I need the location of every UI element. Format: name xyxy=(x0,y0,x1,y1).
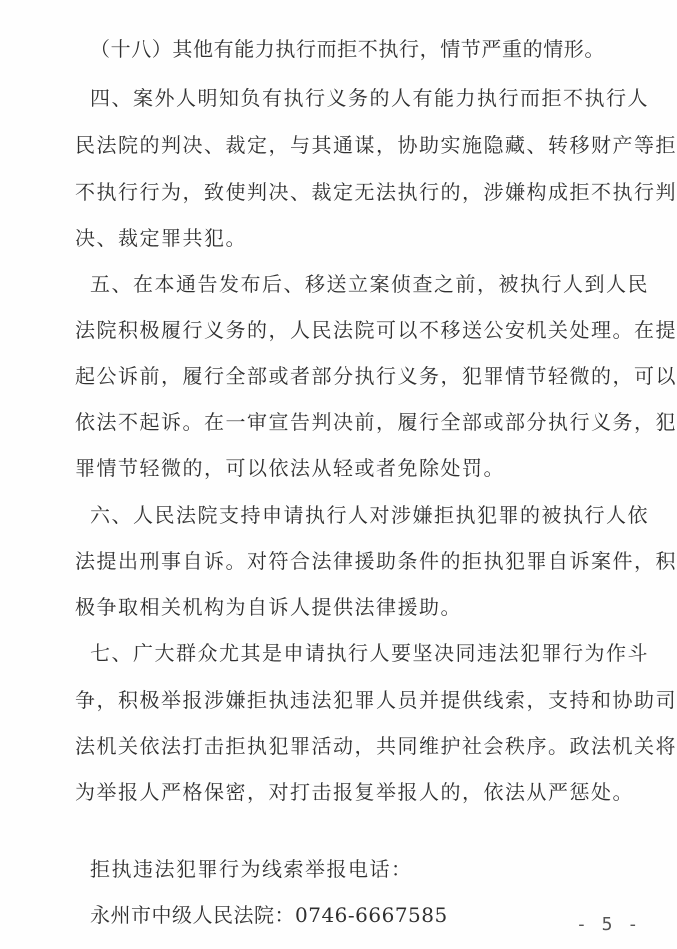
paragraph-line: 四、案外人明知负有执行义务的人有能力执行而拒不执行人 xyxy=(90,86,649,110)
paragraph-line: 极争取相关机构为自诉人提供法律援助。 xyxy=(75,595,462,619)
hotline-title: 拒执违法犯罪行为线索举报电话： xyxy=(90,857,413,881)
paragraph-line: 法提出刑事自诉。对符合法律援助条件的拒执犯罪自诉案件，积 xyxy=(75,549,677,573)
paragraph-line: 争，积极举报涉嫌拒执违法犯罪人员并提供线索，支持和协助司 xyxy=(75,688,677,712)
paragraph-line: 法机关依法打击拒执犯罪活动，共同维护社会秩序。政法机关将 xyxy=(75,734,677,758)
paragraph-line: 罪情节轻微的，可以依法从轻或者免除处罚。 xyxy=(75,456,505,480)
paragraph-line: 决、裁定罪共犯。 xyxy=(75,226,247,250)
paragraph-line: （十八）其他有能力执行而拒不执行，情节严重的情形。 xyxy=(90,37,605,61)
paragraph-line: 民法院的判决、裁定，与其通谋，协助实施隐藏、转移财产等拒 xyxy=(75,133,677,157)
hotline-entry: 永州市中级人民法院：0746-6667585 xyxy=(90,903,448,927)
paragraph-line: 五、在本通告发布后、移送立案侦查之前，被执行人到人民 xyxy=(90,272,649,296)
paragraph-line: 七、广大群众尤其是申请执行人要坚决同违法犯罪行为作斗 xyxy=(90,641,649,665)
paragraph-line: 起公诉前，履行全部或者部分执行义务，犯罪情节轻微的，可以 xyxy=(75,364,677,388)
page-number: - 5 - xyxy=(576,914,641,935)
paragraph-line: 为举报人严格保密，对打击报复举报人的，依法从严惩处。 xyxy=(75,780,634,804)
paragraph-line: 依法不起诉。在一审宣告判决前，履行全部或部分执行义务，犯 xyxy=(75,410,677,434)
paragraph-line: 六、人民法院支持申请执行人对涉嫌拒执犯罪的被执行人依 xyxy=(90,503,649,527)
paragraph-line: 法院积极履行义务的，人民法院可以不移送公安机关处理。在提 xyxy=(75,318,677,342)
paragraph-line: 不执行行为，致使判决、裁定无法执行的，涉嫌构成拒不执行判 xyxy=(75,180,677,204)
